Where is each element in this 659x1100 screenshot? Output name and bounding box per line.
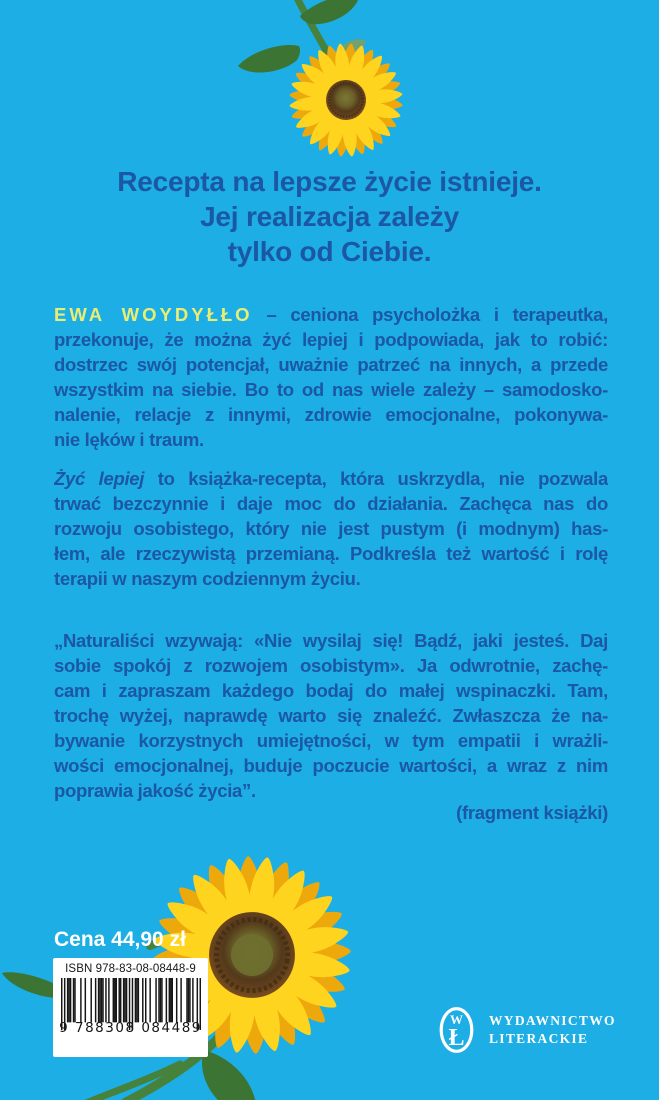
barcode-digits: 9 788308 084489 (59, 1020, 202, 1036)
text-line: łem, ale rzeczywistą przemianą. Podkreśla też wartość i rolę (54, 543, 608, 564)
quote-attribution: (fragment książki) (456, 802, 608, 823)
headline-line: tylko od Ciebie. (227, 236, 432, 267)
author-name: EWA WOYDYŁŁO (54, 304, 253, 325)
text-line: – ceniona psycholożka i terapeutka, (252, 304, 608, 325)
text-line: bywanie korzystnych umiejętności, w tym empatii i wrażli- (54, 730, 608, 751)
text-line: sobie spokój z rozwojem osobistym». Ja odwrotnie, zachę- (54, 655, 608, 676)
publisher-logo (438, 1006, 616, 1054)
text-line: to książka-recepta, która uskrzydla, nie pozwala (144, 468, 608, 489)
publisher-name-line: LITERACKIE (489, 1031, 589, 1046)
monogram-w: W (450, 1012, 463, 1027)
text-line: wszystkim na siebie. Bo to od nas wiele zależy – samodosko- (54, 379, 608, 400)
text-line: nie lęków i traum. (54, 429, 204, 450)
text-line: terapii w naszym codziennym życiu. (54, 568, 361, 589)
text-line (54, 466, 608, 491)
publisher-name (489, 1012, 616, 1048)
text-line: dostrzec swój potencjał, uważnie patrzeć na innych, a przede (54, 354, 608, 375)
text-line: przekonuje, że można żyć lepiej i podpowiada, jak to robić: (54, 329, 608, 350)
publisher-monogram-icon (438, 1006, 475, 1054)
text-line (54, 302, 608, 327)
monogram-l: Ł (448, 1025, 465, 1051)
book-excerpt-quote (54, 628, 608, 803)
text-line: poprawia jakość życia”. (54, 780, 256, 801)
headline (0, 164, 659, 269)
text-line: rozwoju osobistego, który nie jest pustym (i modnym) has- (54, 518, 608, 539)
price-label: Cena 44,90 zł (54, 928, 186, 951)
book-title: Żyć lepiej (54, 468, 145, 489)
text-line: „Naturaliści wzywają: «Nie wysilaj się! Bądź, jaki jesteś. Daj (54, 630, 608, 651)
text-line: nalenie, relacje z innymi, zdrowie emocjonalne, pokonywa- (54, 404, 608, 425)
text-line: trochę wyżej, naprawdę warto się znaleźć. Zwłaszcza że na- (54, 705, 608, 726)
headline-line: Jej realizacja zależy (200, 201, 459, 232)
barcode-box (53, 958, 208, 1057)
book-description-paragraph (54, 466, 608, 591)
text-line: cam i zapraszam każdego bodaj do małej wspinaczki. Tam, (54, 680, 608, 701)
about-author-paragraph (54, 302, 608, 452)
text-line: trwać bezczynnie i daje moc do działania. Zachęca nas do (54, 493, 608, 514)
headline-line: Recepta na lepsze życie istnieje. (117, 166, 542, 197)
isbn-label: ISBN 978-83-08-08448-9 (65, 963, 196, 975)
publisher-name-line: WYDAWNICTWO (489, 1013, 616, 1028)
text-line: wości emocjonalnej, buduje poczucie wartości, a wraz z nim (54, 755, 608, 776)
